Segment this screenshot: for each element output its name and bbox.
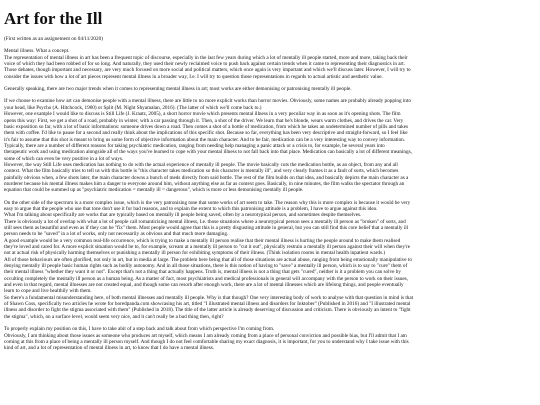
paragraph — [4, 200, 536, 321]
paragraph-line: illness and disorder to fight the stigma associated with them" (Published in 2018). The title of the latter article is already deserving of discussion and criticism. There is obviously an intent to "fight — [4, 307, 411, 314]
paragraph-line: their mental illness "whether they want it or not". Except that's not a thing that actually happens. Truth is, mental illness is not a thing that gets "cured", neither is it a problem you can solve by — [4, 269, 401, 276]
paragraph-line: them with coffee. I'd like to pause for a second and really think about the implications of this specific shot. Because so far, everything has been very descriptive and straight-forward, so I feel like — [4, 130, 408, 137]
paragraph-line: your head, like Psycho (A. Hitchcock, 1960) or Split (M. Night Shyamalan, 2016). (The latter of which we'll come back to.) — [4, 104, 262, 111]
paragraph-line: However, one example I would like to discuss is Still Life (J. Kraatz, 2005), a short horror movie which presents mental illness in a very peculiar way in as soon as it's opening shots. The film — [4, 111, 401, 118]
paragraph-line: There is obviously a lot of overlap with what a lot of people call romanticising mental illness, I.e. those situations where a neurotypical person sees a mentally ill person as "broken" of sorts, and — [4, 218, 406, 225]
paragraph-line: However, the way Still Life uses medication has nothing to do with the actual experience of mentally ill people. The movie basically cuts the medication bottle, as an object, from any and all — [4, 161, 398, 168]
paragraph-line: the stigma", which, on a surface level, would seem very nice, and it can't really be a bad thing then, right? — [4, 313, 224, 320]
paragraph-line: it's fair to assume that this shot is meant to bring us some form of objective information about the main character. And to be fair, medication can be a very interesting way to convey information. — [4, 136, 406, 143]
document-body — [4, 48, 536, 351]
paragraph — [4, 86, 536, 92]
paragraph-line: If we choose to examine how art can demonise people with a mental illness, there are little to no more explicit works than horror movies. Obviously, some names are probably already popping into — [4, 98, 411, 105]
paragraph — [4, 326, 536, 351]
paragraph-line: occulting completely the mentally ill person as a human being. As a matter of fact, most psychiatrists and medical professionals in general will accompany with the person to work on their issues, — [4, 275, 408, 282]
paragraph-line: coming at this from a place of being a mentally ill person myself. And though I do not feel comfortable sharing my exact diagnosis, it is important, for you to understand why I take issue with this — [4, 338, 409, 345]
paragraph-line: denying mentally ill people basic human rights such as bodily autonomy. And in all those situations, there is this notion of having to "save" a mentally ill person, which is to say to "cure" them of — [4, 263, 408, 270]
paragraph-line: therapeutic work and using medication alongside all of the ways you've learned to cope with your mental illness to not fall back into that place. Medication can basically a lot of different meanings, — [4, 149, 412, 156]
paragraph-line: not at actual risk of physically harming themselves or punishing a mentally ill person for exhibiting symptoms of their illness. (Think isolation rooms in mental health inpatient wards.) — [4, 250, 386, 257]
paragraph — [4, 98, 536, 193]
paragraph-line: and even in that regard, mental illnesses are not created equal, and though some can resorb after enough work, there are a lot of mental illnesses which are lifelong things, and people eventually — [4, 282, 404, 289]
paragraph-line: painfully obvious when, a few shots later, the main character downs a bunch of meds directly from said bottle. The rest of the film builds on that idea, and basically depicts the main character as a — [4, 174, 409, 181]
paragraph-line: A good example would be a very common real-life occurrence, which is trying to make a mentally ill person realise that their mental illness is hurting the people around to make them realised — [4, 237, 401, 244]
paragraph-line: opens this way: First, we get a shot of a road, probably in winter, with a car passing through it. Then, a shot of the driver. We learn that he's blonde, wears warm clothes, and drives the car. Very — [4, 117, 404, 124]
paragraph-line: learn to cope and live healthily with them. — [4, 288, 92, 295]
paragraph-line: basic exposition so far, with a lot of basic informations: someone drives down a road. Then comes a shot of a bottle of medication, from which he takes an undetermined number of pills and takes — [4, 123, 409, 130]
paragraph-line: consider the issues with how a lot of art pieces represent mental illness in a broader way, I.e. I will try to question those representations in regards to actual artistic and aesthetic value. — [4, 73, 383, 80]
paragraph — [4, 48, 536, 80]
paragraph-line: murderer because his mental illness makes him a danger to everyone around him, without anything else as far as context goes. Basically, in nine minutes, the film walks the spectator through an — [4, 180, 405, 187]
paragraph-line: All of those behaviours are often glorified, not only in art, but in media at large. The problem here being that all of those situations are actual abuse, ranging from being emotionally manipulative to — [4, 256, 412, 263]
paragraph-line: voice of which they had been robbed of for so long. And naturally, they used their newly reclaimed voice to push back against certain trends when it came to representing their diagnostics in art. — [4, 61, 405, 68]
paragraph-line: Those debates, though important and necessary, are very much focused on more social and political matters, which once again is very important and which we'll discuss later. However, I will try to — [4, 67, 411, 74]
paragraph-line: On the other side of the spectrum is a more complex issue, which is the very patronising tone that some works of art seem to take. The reason why this is more complex is because it would be very — [4, 199, 411, 206]
paragraph-line: of Shawn Coss, specifically two articles he wrote for boredpanda.com showcasing his art, titled "I illustrated mental illness and disorders for Inktober" (Published in 2016) and "I illustrated mental — [4, 301, 411, 308]
paragraph-line: person needs to be "saved" in a lot of works, only not necessarily as obvious and that much more damaging. — [4, 231, 229, 238]
paragraph-line: The representation of mental illness in art has been a frequent topic of discourse, especially in the last few years during which a lot of mentally ill people started, more and more, taking back their — [4, 54, 408, 61]
paragraph-line: kind of art, and a lot of representation of mental illness in art, to know that I do have a mental illness. — [4, 345, 215, 352]
paragraph-line: Mental illness. What a concept. — [4, 48, 70, 55]
paragraph-line: So there's a fundamental misunderstanding here, of both mental illnesses and mentally ill people. Why is that though? One very interesting body of work to analyse with that question in mind is that — [4, 294, 414, 301]
paragraph-line: easy to argue that the people who use that tone don't use it for bad reasons, and to explain the extent to which this patronising attitude is a problem, I have to argue against this idea. — [4, 205, 378, 212]
document-meta: (First written as an assignement on 04/11/2020) — [4, 36, 103, 42]
paragraph-line: some of which can even be very positive in a lot of ways. — [4, 155, 124, 162]
paragraph-line: Obviously, I am thinking about those issues as someone who produces art myself, which means I am already coming from a place of personal conviction and possible bias, but I'll admit that I am — [4, 332, 407, 339]
paragraph-line: What I'm talking about specifically are works that are typically based on mentally ill people being saved, often by a neurotypical person, and sometimes despite themselves. — [4, 212, 362, 219]
paragraph-line: still sees them as beautiful and even as if they can be "fix" them. Most people would agree that this is a pretty disgusting attitude in general, but you can still find this core belief that a mentally ill — [4, 225, 409, 231]
paragraph-line: they're loved and cared for. A more explicit situation would be to, for example, scream at a mentally ill person to "cut it out", physically restrain a mentally ill person against their will when they're — [4, 244, 411, 251]
paragraph-line: To properly explain my position on this, I have to take abit of a step back and talk about from which perspective I'm coming from. — [4, 326, 275, 333]
document-title: Art for the Ill — [4, 9, 103, 28]
paragraph-line: equation that could be summed up as "psychiatric medication = mentally ill = dangerous", which is more or less demonising mentally ill people. — [4, 187, 304, 194]
paragraph-line: context. What the film basically tries to tell us with this bottle is "this character takes medication so this character is mentally ill", and very clearly frames it as a fault of sorts, which becomes — [4, 168, 399, 175]
paragraph-line: Typically, there are a number of different reasons for taking psychiatric medication, ranging from needing help managing a panic attack or a crisis to, for example, be several years into — [4, 142, 385, 149]
paragraph-line: Generally speaking, there are two major trends when it comes to representing mental illness in art; most works are either demonising or patronising mentally ill people. — [4, 86, 352, 93]
